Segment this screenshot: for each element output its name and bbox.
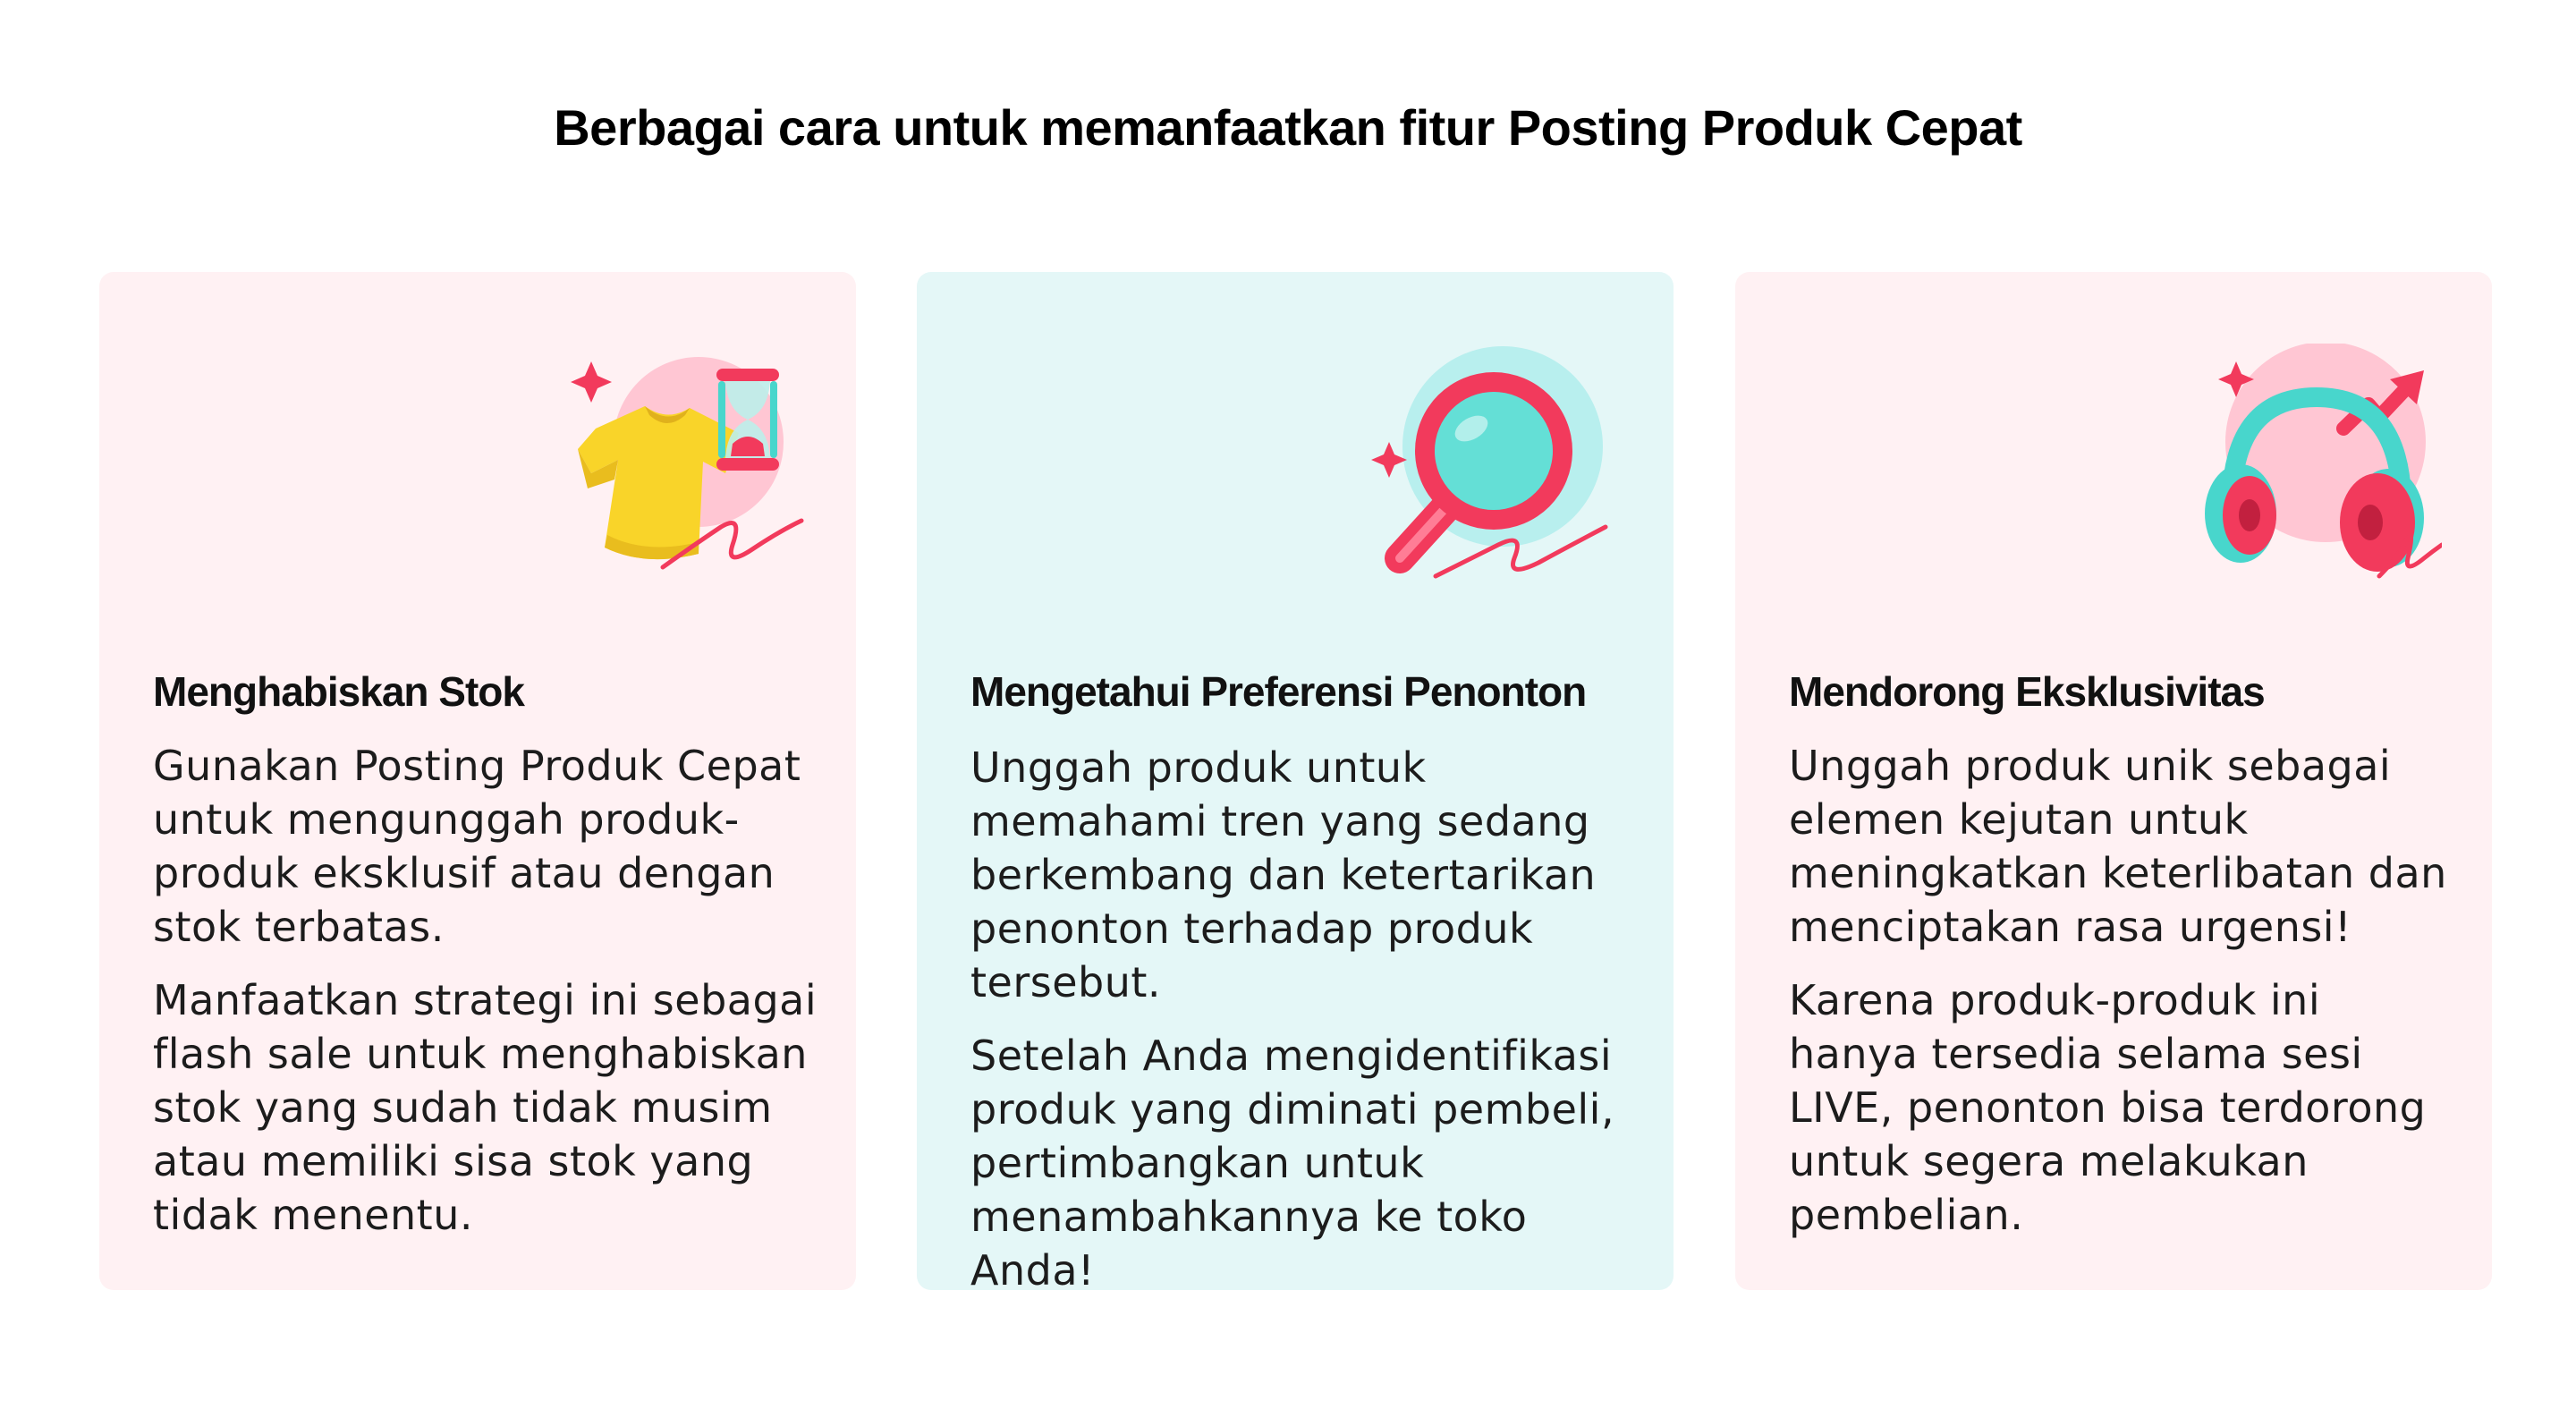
card-paragraph: Manfaatkan strategi ini sebagai flash sale untuk menghabiskan stok yang sudah tidak musim atau memiliki sisa stok yang tidak menentu. [153,976,818,1239]
card-title: Menghabiskan Stok [153,668,524,715]
card-body [1789,739,2469,1261]
t-shirt-hourglass-icon [529,344,806,603]
card-body [153,739,833,1261]
card-paragraph: Karena produk-produk ini hanya tersedia selama sesi LIVE, penonton bisa terdorong untuk segera melakukan pembelian. [1789,976,2427,1239]
card-paragraph: Unggah produk untuk memahami tren yang sedang berkembang dan ketertarikan penonton terhadap produk tersebut. [970,743,1597,1006]
card-menghabiskan-stok [99,272,856,1290]
card-paragraph: Setelah Anda mengidentifikasi produk yang diminati pembeli, pertimbangkan untuk menambahkannya ke toko Anda! [970,1032,1615,1295]
card-mendorong-eksklusivitas [1735,272,2492,1290]
card-paragraph: Gunakan Posting Produk Cepat untuk mengunggah produk- produk eksklusif atau dengan stok terbatas. [153,742,801,951]
card-title: Mengetahui Preferensi Penonton [970,668,1587,715]
card-paragraph: Unggah produk unik sebagai elemen kejutan untuk meningkatkan keterlibatan dan menciptakan rasa urgensi! [1789,742,2447,951]
headphones-trend-icon [2165,344,2442,603]
card-title: Mendorong Eksklusivitas [1789,668,2265,715]
page-title: Berbagai cara untuk memanfaatkan fitur Posting Produk Cepat [554,99,2022,156]
card-body [970,741,1650,1317]
card-mengetahui-preferensi-penonton [917,272,1674,1295]
magnifying-glass-icon [1346,344,1623,603]
